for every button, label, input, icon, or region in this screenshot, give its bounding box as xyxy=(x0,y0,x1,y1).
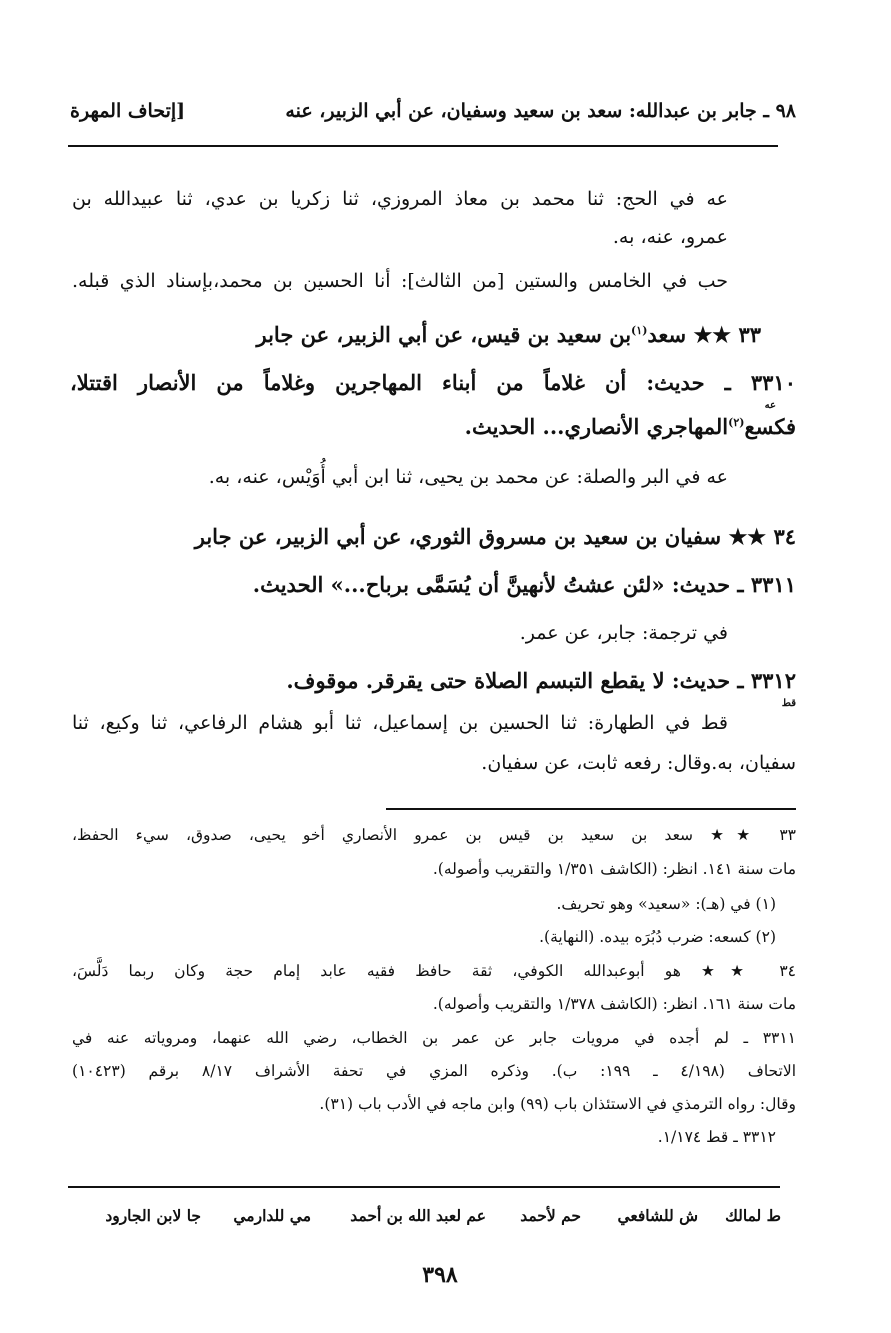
text-line: سفيان، به.وقال: رفعه ثابت، عن سفيان. xyxy=(481,752,796,774)
header-rule xyxy=(68,145,778,147)
hadith-3311: ٣٣١١ ـ حديث: «لئن عشتُ لأنهينَّ أن يُسَمَّى برباح...» الحديث. xyxy=(252,572,796,597)
source-mark: قط xyxy=(781,698,796,709)
running-header-title: ٩٨ ـ جابر بن عبدالله: سعد بن سعيد وسفيان، عن أبي الزبير، عنه xyxy=(285,100,796,122)
abbreviation-item: عم لعبد الله بن أحمد xyxy=(350,1206,486,1225)
narrator-heading-33 xyxy=(256,322,761,347)
text-line: عمرو، عنه، به. xyxy=(612,226,728,248)
abbreviation-item: حم لأحمد xyxy=(520,1206,581,1225)
running-header-book-name: [إتحاف المهرة xyxy=(70,100,186,122)
footnote-line: ٣٤ ★★ هو أبوعبدالله الكوفي، ثقة حافظ فقيه عابد إمام حجة وكان ربما دَلَّسَ، xyxy=(72,962,796,980)
footnote-line: ٣٣١١ ـ لم أجده في مرويات جابر عن عمر بن الخطاب، رضي الله عنهما، ومروياته عنه في xyxy=(72,1029,796,1047)
footnote-line: الاتحاف (٤/١٩٨ ـ ١٩٩: ب). وذكره المزي في تحفة الأشراف ٨/١٧ برقم (١٠٤٢٣) xyxy=(72,1062,797,1080)
hadith-text: المهاجري الأنصاري... الحديث. xyxy=(464,414,729,439)
source-mark: عه xyxy=(764,400,776,411)
hadith-3310-cont xyxy=(465,414,796,439)
abbreviation-item: ش للشافعي xyxy=(617,1206,698,1225)
hadith-text: فكسع xyxy=(744,414,796,439)
page-number: ٣٩٨ xyxy=(422,1262,458,1288)
footnote-line: ٣٣ ★★ سعد بن سعيد بن قيس بن عمرو الأنصاري أخو يحيى، صدوق، سيء الحفظ، xyxy=(72,826,796,844)
heading-text: ٣٣ ★★ سعد xyxy=(647,322,761,347)
footnote-line: ٣٣١٢ ـ قط ١/١٧٤. xyxy=(657,1128,776,1146)
text-line: قط في الطهارة: ثنا الحسين بن إسماعيل، ثنا أبو هشام الرفاعي، ثنا وكيع، ثنا xyxy=(72,712,728,734)
heading-text: بن سعيد بن قيس، عن أبي الزبير، عن جابر xyxy=(256,322,632,347)
text-line: في ترجمة: جابر، عن عمر. xyxy=(519,622,728,644)
footnote-line: وقال: رواه الترمذي في الاستئذان باب (٩٩) وابن ماجه في الأدب باب (٣١). xyxy=(319,1095,796,1113)
text-line: عه في البر والصلة: عن محمد بن يحيى، ثنا ابن أبي أُوَيْس، عنه، به. xyxy=(208,466,728,488)
footnote-ref: (١) xyxy=(631,324,648,337)
footnote-line: مات سنة ١٤١. انظر: (الكاشف ١/٣٥١ والتقريب وأصوله). xyxy=(432,860,796,878)
abbreviation-item: جا لابن الجارود xyxy=(105,1206,201,1225)
abbreviations-rule xyxy=(68,1186,780,1188)
footnote-line: مات سنة ١٦١. انظر: (الكاشف ١/٣٧٨ والتقريب وأصوله). xyxy=(432,995,796,1013)
narrator-heading-34: ٣٤ ★★ سفيان بن سعيد بن مسروق الثوري، عن أبي الزبير، عن جابر xyxy=(194,524,796,549)
footnote-line: (١) في (هـ): «سعيد» وهو تحريف. xyxy=(556,895,776,913)
hadith-3310: ٣٣١٠ ـ حديث: أن غلاماً من أبناء المهاجرين وغلاماً من الأنصار اقتتلا، xyxy=(70,370,796,395)
abbreviation-item: ط لمالك xyxy=(725,1206,781,1225)
hadith-3312: ٣٣١٢ ـ حديث: لا يقطع التبسم الصلاة حتى يقرقر. موقوف. xyxy=(286,668,796,693)
footnote-rule xyxy=(386,808,796,810)
text-line: عه في الحج: ثنا محمد بن معاذ المروزي، ثنا زكريا بن عدي، ثنا عبيدالله بن xyxy=(72,188,728,210)
footnote-ref: (٢) xyxy=(728,416,745,429)
abbreviation-item: مي للدارمي xyxy=(233,1206,311,1225)
text-line: حب في الخامس والستين [من الثالث]: أنا الحسين بن محمد،بإسناد الذي قبله. xyxy=(72,270,728,292)
footnote-line: (٢) كسعه: ضرب دُبُرَه بيده. (النهاية). xyxy=(539,928,776,946)
